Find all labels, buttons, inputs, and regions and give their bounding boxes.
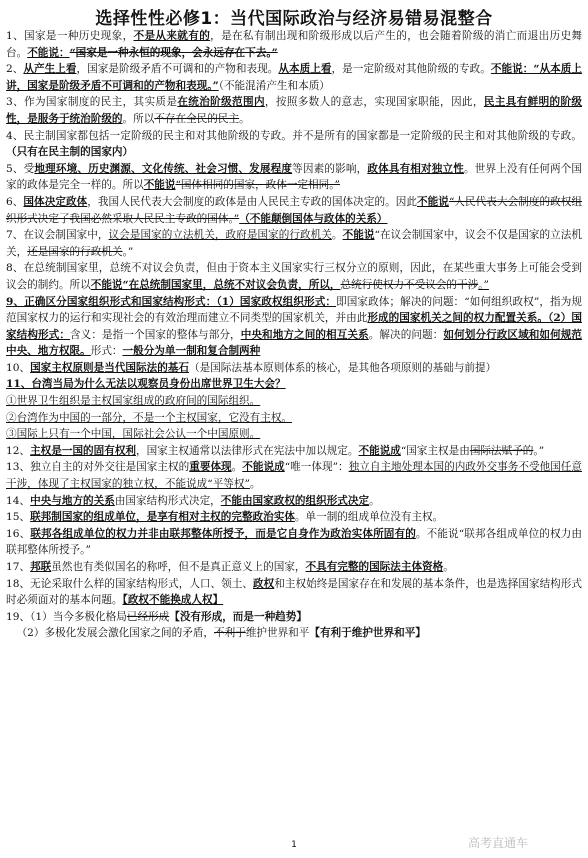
text-run: 。: [443, 561, 454, 573]
text-run: 邦联: [30, 561, 52, 573]
text-run: 2、: [6, 63, 24, 76]
text-run: 5、受: [6, 162, 35, 175]
text-run: 国家主权原则是当代国际法的基石: [30, 361, 189, 374]
text-run: 1、国家是一种历史现象，: [6, 30, 134, 42]
text-run: 。: [331, 229, 343, 242]
text-run: 一般分为单一制和复合制两种: [122, 345, 261, 358]
text-run: 不能说成: [242, 461, 285, 474]
text-run: 总统行使权力不受议会的干涉: [340, 278, 479, 291]
text-run: 由国家结构形式决定，: [114, 494, 221, 507]
text-run: 和主权始终是国家存在和发展的基本条件，也是选择国家结构形式时必须面对的基本问题。: [6, 577, 583, 607]
text-run: 独立自主地处理本国的内政外交事务不受他国任意干涉，体现了主权国家的独立权，不能说成“平等权”: [6, 461, 582, 491]
text-run: 等因素的影响，: [292, 162, 368, 175]
text-run: 联邦制国家的组成单位，是享有相对主权的完整政治实体: [30, 511, 295, 524]
text-run: “国体相同的国家，政体一定相同。”: [175, 179, 340, 192]
text-run: 地理环境、历史渊源、文化传统、社会习惯、发展程度: [34, 162, 293, 175]
text-run: 如何划分行政区域和如何规范中央、地方权限。: [6, 328, 583, 358]
note-paragraph: [6, 609, 582, 626]
note-paragraph: [6, 128, 582, 161]
text-run: 不能说: [417, 195, 449, 208]
document-body: [6, 28, 582, 642]
text-run: “唯一体现”: [284, 461, 338, 474]
text-run: ，是在私有制出现和阶级形成以后产生的，也会随着阶级的消亡而退出历史舞台。: [6, 30, 583, 59]
text-run: （是国际法基本原则体系的核心，是其他各项原则的基础与前提）: [188, 361, 497, 374]
text-run: 。: [249, 478, 261, 491]
text-run: ，国家是阶级矛盾不可调和的产物和表现。: [76, 63, 279, 76]
text-run: 【政权不能换成人权】: [122, 594, 224, 607]
text-run: 13、独立自主的对外交往是国家主权的: [6, 461, 190, 474]
note-paragraph: [6, 260, 582, 293]
text-run: 。”: [122, 245, 134, 258]
text-run: 10、: [6, 361, 31, 374]
text-run: 。不能说“联邦各组成单位的权力由联邦整体所授予。”: [6, 527, 583, 557]
text-run: 16、: [6, 527, 31, 540]
text-run: 中央与地方的关系: [30, 494, 115, 507]
note-paragraph: [6, 509, 582, 526]
text-run: “国家是一种永恒的现象，会永远存在下去。”: [69, 46, 278, 59]
text-run: 18、无论采取什么样的国家结构形式，人口、领土、: [6, 577, 253, 590]
text-run: 。世界上没有任何两个国家的政体是完全一样的。所以: [6, 162, 583, 192]
text-run: （不能颠倒国体与政体的关系）: [239, 212, 388, 225]
text-run: ③国际上只有一个中国，国际社会公认一个中国原则。: [6, 428, 261, 441]
text-run: 。单一制的组成单位没有主权。: [294, 511, 444, 524]
text-run: 不能说：: [27, 46, 70, 59]
note-paragraph: [6, 576, 582, 609]
text-run: 政权: [253, 577, 275, 590]
text-run: （2）多极化发展会激化国家之间的矛盾，: [16, 627, 215, 640]
text-run: 在统治阶级范围内: [177, 96, 265, 109]
text-run: 含义：是指一个国家的整体与部分，: [70, 328, 241, 341]
text-run: ，国家主权通常以法律形式在宪法中加以规定。: [136, 444, 359, 457]
text-run: 议会是国家的立法机关，政府是国家的行政机关: [108, 229, 332, 242]
text-run: 虽然也有类似国名的称呼，但不是真正意义上的国家，: [51, 561, 306, 573]
note-paragraph: [6, 493, 582, 510]
text-run: 国际法赋予的: [469, 444, 534, 457]
note-paragraph: [6, 227, 582, 260]
text-run: 14、: [6, 494, 31, 507]
text-run: （只有在民主制的国家内）: [6, 146, 134, 159]
text-run: 不能由国家政权的组织形式决定: [220, 494, 370, 507]
text-run: 【没有形成，而是一种趋势】: [169, 610, 307, 623]
text-run: 国体决定政体: [23, 195, 88, 208]
note-paragraph: [6, 459, 582, 492]
text-run: ②台湾作为中国的一部分，不是一个主权国家，它没有主权。: [6, 411, 293, 424]
text-run: ，按照多数人的意志，实现国家职能，因此，: [264, 96, 484, 109]
text-run: 形成的国家机关之间的权力配置关系。（2）国家结构形式：: [6, 312, 582, 341]
answer-item: [6, 426, 582, 443]
text-run: 还是国家的行政机关: [27, 245, 123, 258]
text-run: 从本质上看: [278, 63, 332, 76]
text-run: 【有利于维护世界和平】: [309, 627, 426, 640]
answer-item: [6, 393, 582, 410]
page-title: 选择性性必修1：当代国际政治与经济易错易混整合: [95, 9, 493, 29]
text-run: “国家主权是由: [400, 444, 470, 457]
text-run: 不能说: [143, 179, 176, 192]
text-run: 。所以: [122, 112, 155, 125]
text-run: 不能说：“从本质上讲，国家是阶级矛盾不可调和的产物和表现。”: [6, 63, 582, 92]
text-run: 9、正确区分国家组织形式和国家结构形式：（1）国家政权组织形式：: [6, 295, 337, 308]
text-run: “人民代表大会制度的政权组织形式决定了我国必然采取人民民主专政的国体。”: [6, 195, 583, 225]
text-run: 民主具有鲜明的阶级性，是服务于统治阶级的: [6, 96, 583, 125]
text-run: 已经形成: [126, 610, 170, 623]
note-paragraph: [6, 294, 582, 360]
text-run: 。: [369, 494, 380, 507]
note-paragraph: [6, 161, 582, 194]
text-run: 不能说“在总统制国家里，总统不对议会负责，所以，: [90, 278, 341, 291]
text-run: 4、民主制国家都包括一定阶级的民主和对其他阶级的专政。并不是所有的国家都是一定阶级的民主和对其他阶级的专政。: [6, 129, 582, 142]
page-number: 1: [291, 840, 297, 850]
text-run: 不能说: [342, 229, 375, 242]
text-run: “在议会制国家中，议会不仅是国家的立法机关，: [6, 229, 583, 258]
text-run: ①世界卫生组织是主权国家组成的政府间的国际组织。: [6, 395, 261, 408]
text-run: 联邦各组成单位的权力并非由联邦整体所授予，而是它自身作为政治实体所固有的: [30, 527, 416, 540]
note-paragraph: [6, 194, 582, 227]
text-run: ，我国人民代表大会制度的政体是由人民民主专政的国体决定的。因此: [87, 195, 418, 208]
answer-item: [6, 410, 582, 427]
text-run: 8、在总统制国家里，总统不对议会负责，但由于资本主义国家实行三权分立的原则，因此，在某些重大事务上可能会受到议会的制约。所以: [6, 262, 582, 291]
text-run: 形式：: [90, 345, 123, 358]
text-run: 即国家政体；解决的问题：“如何组织政权”，指为规范国家权力的运行和实现社会的有效治理而建立不同类型的国家机关，并由此: [6, 295, 582, 325]
text-run: 7、在议会制国家中，: [6, 229, 109, 242]
text-run: 不利于: [214, 627, 246, 640]
text-run: 主权是一国的固有权利: [30, 444, 137, 457]
section-question: [6, 376, 582, 393]
watermark: 高考直通车: [468, 834, 584, 852]
text-run: （不能混淆产生和本质）: [218, 79, 330, 92]
text-run: 政体具有相对独立性: [367, 162, 465, 175]
text-run: 。解决的问题：: [368, 328, 444, 341]
text-run: 15、: [6, 511, 31, 524]
text-run: 11、台湾当局为什么无法以观察员身份出席世界卫生大会？: [6, 378, 286, 391]
text-run: 6、: [6, 195, 24, 208]
text-run: 3、作为国家制度的民主，其实质是: [6, 96, 178, 109]
note-paragraph: [6, 526, 582, 559]
text-run: 从产生上看: [23, 63, 77, 76]
text-run: 不存在全民的民主: [154, 112, 240, 125]
text-run: 不具有完整的国际法主体资格: [305, 561, 444, 573]
text-run: 12、: [6, 444, 31, 457]
text-run: 17、: [6, 561, 31, 573]
note-paragraph: [6, 443, 582, 460]
text-run: 19、（1）当今多极化格局: [6, 610, 127, 623]
note-paragraph: [6, 94, 582, 127]
note-paragraph: [6, 61, 582, 94]
note-paragraph: [6, 28, 582, 61]
note-paragraph: [6, 625, 582, 642]
note-paragraph: [6, 559, 582, 576]
text-run: 。: [231, 461, 243, 474]
text-run: 。”: [533, 444, 545, 457]
text-run: 。: [239, 112, 250, 125]
text-run: ：: [338, 461, 349, 474]
text-run: 中央和地方之间的相互关系: [240, 328, 369, 341]
text-run: 重要体现: [189, 461, 232, 474]
text-run: 。”: [478, 278, 489, 291]
text-run: ，是一定阶级对其他阶级的专政。: [331, 63, 491, 76]
text-run: 维护世界和平: [245, 627, 310, 640]
text-run: 不是从来就有的: [133, 30, 211, 42]
text-run: 不能说成: [358, 444, 401, 457]
note-paragraph: [6, 360, 582, 377]
